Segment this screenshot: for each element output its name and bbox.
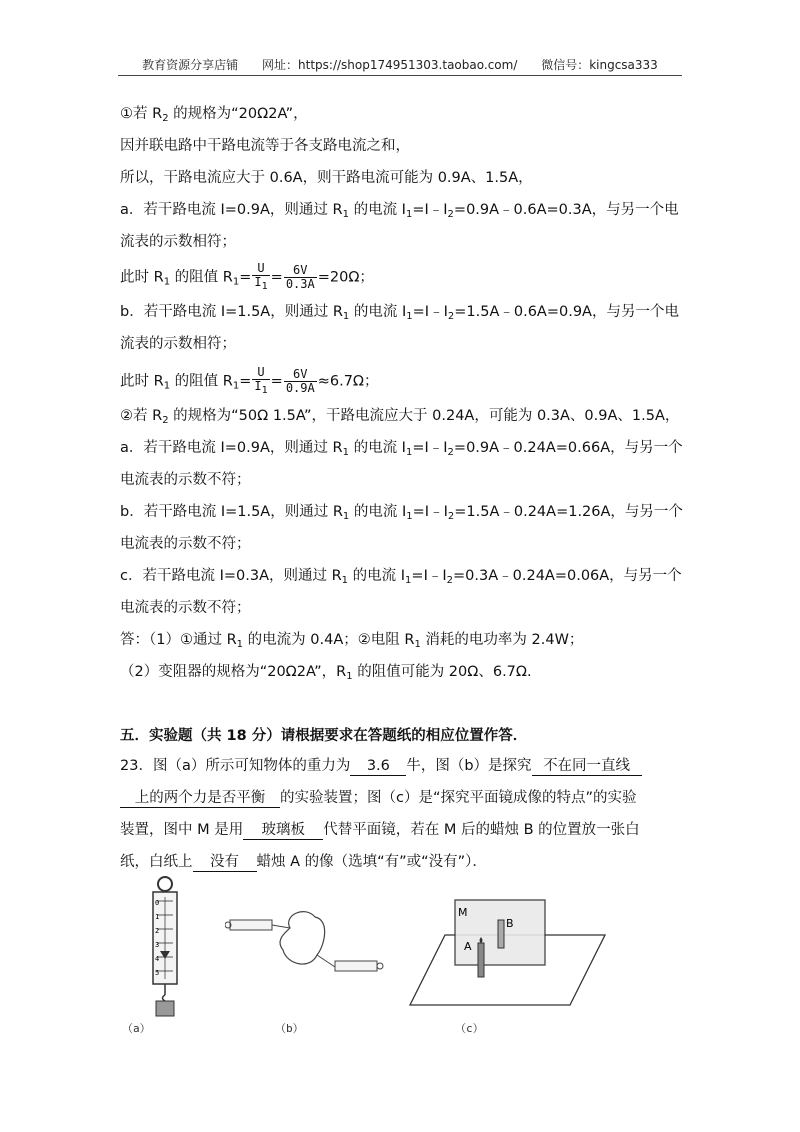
answer-blank-gravity: 3.6 [350,757,406,776]
answer-blank-image: 没有 [193,853,257,872]
fraction-6v-over-0-3a: $\frac{6V}{0.3A}$ [285,263,315,291]
answer-line-2: （2）变阻器的规格为“20Ω2A”，$R_1$ 的阻值可能为 20Ω、6.7Ω. [120,664,532,682]
answer-line-1: 答：（1）①通过 $R_1$ 的电流为 0.4A；②电阻 $R_1$ 消耗的电功率为 2.4W； [120,632,584,650]
answer-blank-glass-plate: 玻璃板 [243,821,323,840]
scale-tick-5: 5 [155,969,160,977]
solution-line-12: 电流表的示数不符； [120,472,251,488]
q23-line-3: 装置，图中 M 是用 玻璃板 代替平面镜，若在 M 后的蜡烛 B 的位置放一张白 [120,822,640,838]
q23-line-2: 上的两个力是否平衡 的实验装置；图（c）是“探究平面镜成像的特点”的实验 [120,788,637,808]
answer-blank-force-part2: 上的两个力是否平衡 [120,789,280,808]
figure-b-label: （b） [275,1022,304,1035]
candle-b-label: B [506,917,514,930]
section-5-title: 五．实验题（共 18 分）请根据要求在答题纸的相应位置作答． [120,728,528,744]
solution-line-13: b．若干路电流 I=1.5A，则通过 $R_1$ 的电流 $I_1=I﹣I_2=1.5A﹣0.24A=1.26A$，与另一个 [120,504,683,522]
solution-line-15: c．若干路电流 I=0.3A，则通过 $R_1$ 的电流 $I_1=I﹣I_2=0.3A﹣0.24A=0.06A$，与另一个 [120,568,682,586]
scale-tick-4: 4 [155,955,160,963]
solution-line-16: 电流表的示数不符； [120,600,251,616]
header-divider [118,75,682,76]
scale-tick-3: 3 [155,941,160,949]
answer-blank-force-part1: 不在同一直线 [532,757,642,776]
solution-line-2: 因并联电路中干路电流等于各支路电流之和， [120,138,410,154]
solution-line-3: 所以，干路电流应大于 0.6A，则干路电流可能为 0.9A、1.5A， [120,170,533,186]
candle-a-label: A [464,940,472,953]
shop-url: 网址：https://shop174951303.taobao.com/ [262,58,518,72]
figure-c-label: （c） [455,1022,484,1035]
experiment-figures [110,875,610,1040]
fraction-u-over-i1-b: $\frac{U}{I_1}$ [254,365,268,396]
force-balance-figure [225,895,385,1005]
wechat-id: 微信号：kingcsa333 [541,58,658,72]
q23-line-4: 纸，白纸上 没有 蜡烛 A 的像（选填“有”或“没有”）． [120,854,487,870]
solution-line-4: a．若干路电流 I=0.9A，则通过 $R_1$ 的电流 $I_1=I﹣I_2=0.9A﹣0.6A=0.3A$，与另一个电 [120,202,679,220]
mirror-m-label: M [458,906,468,919]
solution-line-14: 电流表的示数不符； [120,536,251,552]
fraction-u-over-i1: $\frac{U}{I_1}$ [254,261,268,292]
solution-line-5: 流表的示数相符； [120,234,236,250]
spring-scale-figure [140,875,190,1020]
plane-mirror-figure [400,895,610,1015]
q23-line-1: 23．图（a）所示可知物体的重力为 3.6 牛，图（b）是探究 不在同一直线 [120,756,642,776]
solution-line-1: ①若 $R_2$ 的规格为“20Ω2A”， [120,106,308,124]
scale-tick-0: 0 [155,899,160,907]
scale-tick-2: 2 [155,927,160,935]
page-header [120,56,680,73]
scale-tick-1: 1 [155,913,160,921]
solution-line-7: b．若干路电流 I=1.5A，则通过 $R_1$ 的电流 $I_1=I﹣I_2=1.5A﹣0.6A=0.9A$，与另一个电 [120,304,679,322]
fraction-6v-over-0-9a: $\frac{6V}{0.9A}$ [285,367,315,395]
solution-line-11: a．若干路电流 I=0.9A，则通过 $R_1$ 的电流 $I_1=I﹣I_2=0.9A﹣0.24A=0.66A$，与另一个 [120,440,683,458]
solution-line-10: ②若 $R_2$ 的规格为“50Ω 1.5A”，干路电流应大于 0.24A，可能为 0.3A、0.9A、1.5A， [120,408,680,426]
shop-name: 教育资源分享店铺 [142,58,239,72]
solution-line-6: 此时 $R_1$ 的阻值 $R_1=$ $\frac{U}{I_1}$ = $\frac{6V}{0.3A}$ =20Ω； [120,261,374,292]
solution-line-9: 此时 $R_1$ 的阻值 $R_1=$ $\frac{U}{I_1}$ = $\frac{6V}{0.9A}$ ≈6.7Ω； [120,365,379,396]
solution-line-8: 流表的示数相符； [120,336,236,352]
figure-a-label: （a） [122,1022,151,1035]
